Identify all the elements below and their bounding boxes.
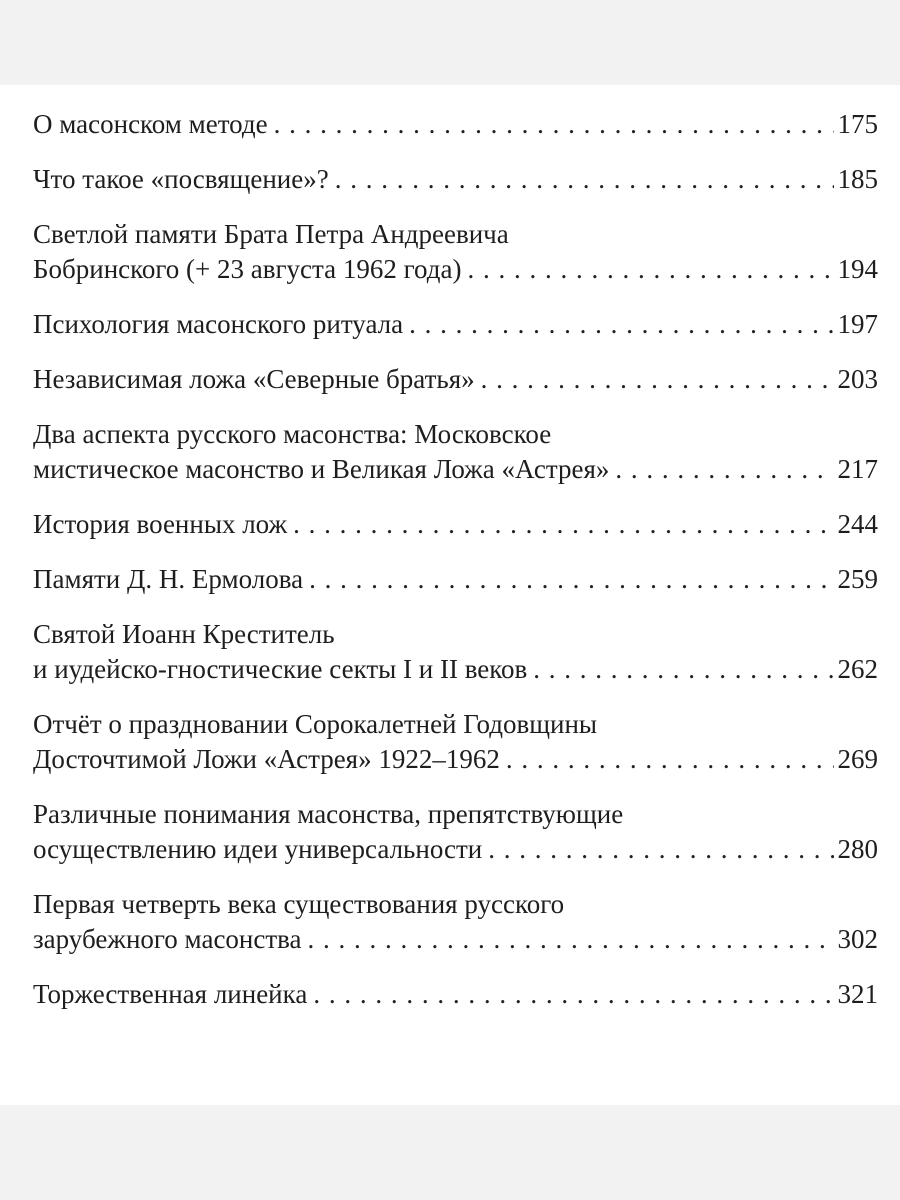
toc-entry [33,107,878,142]
toc-page-number: 321 [837,979,878,1009]
toc-entry-title-line: и иудейско-гностические секты I и II веков [33,654,528,684]
toc-entry [33,617,878,687]
toc-entry-title-line: Досточтимой Ложи «Астрея» 1922–1962 [33,744,500,774]
dot-leader [481,362,834,397]
dot-leader [615,452,833,487]
toc-entry-title-line: Различные понимания масонства, препятствующие [33,799,624,829]
toc-page-number: 302 [837,924,878,954]
toc-entry-row [33,252,878,287]
book-page [0,85,900,1105]
toc-entry [33,417,878,487]
toc-entry [33,362,878,397]
toc-entry-row [33,652,878,687]
toc-entry-row [33,977,878,1012]
toc-entry [33,797,878,867]
toc-page-number: 262 [837,654,878,684]
toc-page-number: 280 [837,834,878,864]
toc-entry-title-line: Светлой памяти Брата Петра Андреевича [33,219,509,249]
toc-entry-title-line: Два аспекта русского масонства: Московское [33,419,552,449]
toc-entry [33,217,878,287]
dot-leader [274,107,834,142]
dot-leader [293,507,833,542]
dot-leader [488,832,833,867]
toc-entry-title-line: зарубежного масонства [33,924,302,954]
dot-leader [335,162,834,197]
toc-entry-title-line: История военных лож [33,509,288,539]
toc-page-number: 244 [837,509,878,539]
toc-entry-row [33,307,878,342]
toc-entry-title-line: Торжественная линейка [33,979,308,1009]
toc-entry-row [33,362,878,397]
toc-entry-title-line: Что такое «посвящение»? [33,164,329,194]
toc-entry-row [33,107,878,142]
toc-entry-row [33,452,878,487]
dot-leader [309,562,833,597]
dot-leader [506,742,834,777]
dot-leader [313,977,833,1012]
toc-page-number: 194 [837,254,878,284]
toc-entry-row [33,562,878,597]
toc-entry-row [33,832,878,867]
toc-entry-title-line: Независимая ложа «Северные братья» [33,364,475,394]
toc-entry-title-line: Первая четверть века существования русского [33,889,565,919]
toc-entry [33,507,878,542]
toc-page-number: 185 [837,164,878,194]
toc-entry-row [33,922,878,957]
toc-page-number: 217 [837,454,878,484]
dot-leader [409,307,833,342]
toc-entry [33,707,878,777]
toc-entry-title-line: Святой Иоанн Креститель [33,619,335,649]
toc-entry-title-line: Психология масонского ритуала [33,309,404,339]
dot-leader [533,652,833,687]
toc-entry [33,887,878,957]
toc-page-number: 175 [837,109,878,139]
toc-entry [33,562,878,597]
toc-entry [33,162,878,197]
toc-entry-row [33,742,878,777]
toc-entry-title-line: Отчёт о праздновании Сорокалетней Годовщины [33,709,598,739]
dot-leader [467,252,833,287]
toc-entry-row [33,162,878,197]
toc-page-number: 259 [837,564,878,594]
toc-entry-row [33,507,878,542]
toc-entry-title-line: осуществлению идеи универсальности [33,834,483,864]
toc-entry-title-line: Бобринского (+ 23 августа 1962 года) [33,254,462,284]
toc-page-number: 203 [837,364,878,394]
toc-entry-title-line: О масонском методе [33,109,268,139]
toc-entry [33,307,878,342]
toc-entry-title-line: Памяти Д. Н. Ермолова [33,564,304,594]
toc-page-number: 269 [837,744,878,774]
dot-leader [308,922,834,957]
toc-page-number: 197 [837,309,878,339]
toc-entry [33,977,878,1012]
table-of-contents [33,107,878,1032]
toc-entry-title-line: мистическое масонство и Великая Ложа «Астрея» [33,454,610,484]
